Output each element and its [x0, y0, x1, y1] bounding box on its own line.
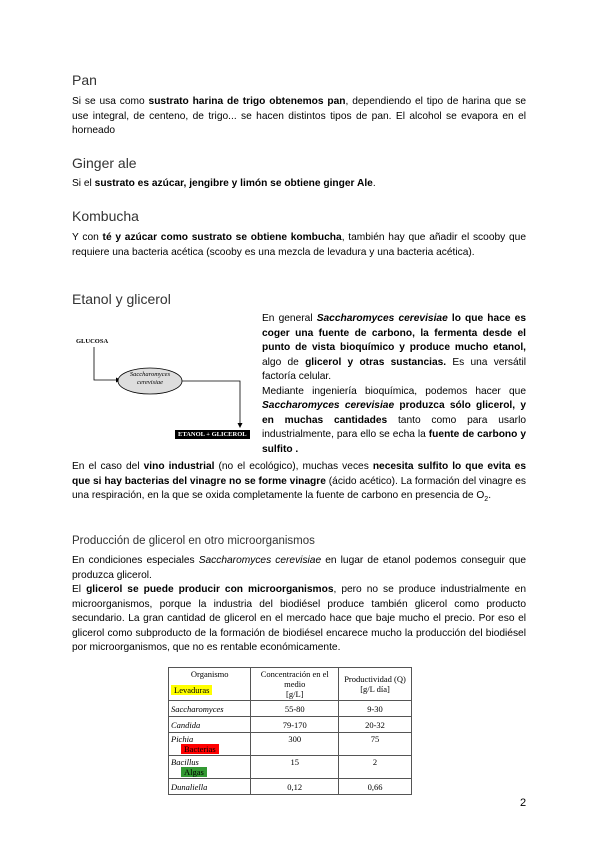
group-bacterias: Bacterias: [181, 744, 219, 754]
group-levaduras: Levaduras: [171, 685, 212, 695]
table-cell: 55-80: [251, 701, 339, 717]
table-cell: 2: [339, 756, 412, 779]
table-row: [169, 779, 412, 795]
table-cell: 9-30: [339, 701, 412, 717]
table-row: [169, 756, 412, 779]
table-cell: 0,66: [339, 779, 412, 795]
page-number: 2: [520, 797, 527, 809]
diagram-arrows: [72, 330, 252, 445]
fermentation-diagram: [72, 330, 252, 445]
glucosa-label: GLUCOSA: [76, 338, 109, 345]
product-label: ETANOL + GLICEROL: [175, 430, 250, 439]
table-cell: 20-32: [339, 717, 412, 733]
table-row: [169, 701, 412, 717]
group-algas: Algas: [181, 767, 207, 777]
table-cell: 300: [251, 733, 339, 756]
section-title-ginger-ale: Ginger ale: [72, 155, 137, 171]
paragraph-pan: Si se usa como sustrato harina de trigo obtenemos pan, dependiendo el tipo de harina que se use integral, de centeno, de trigo... se hacen distintos tipos de pan. El alcohol se evapora en el horneado: [72, 96, 526, 136]
paragraph-condiciones: En condiciones especiales Saccharomyces cerevisiae en lugar de etanol podemos conseguir que produzca glicerol. El glicerol se puede producir con microorganismos, pero no se produce industrialmente en microorganismos, porque la industria del biodiésel produce también glicerol como producto secundario. La gran cantidad de glicerol en el mercado hace que baje mucho el precio. Por eso el glicerol como subproducto de la formación de biodiésel encarece mucho la producción del biodiésel por microorganismos, que no es rentable económicamente.: [72, 555, 527, 653]
paragraph-ginger-ale: Si el sustrato es azúcar, jengibre y limón se obtiene ginger Ale.: [72, 178, 376, 189]
paragraph-saccharomyces: En general Saccharomyces cerevisiae lo que hace es coger una fuente de carbono, la fermenta desde el punto de vista bioquímico y produce mucho etanol, algo de glicerol y otras sustancias. Es una versátil factoría celular. Mediante ingeniería bioquímica, podemos hacer que Saccharomyces cerevisiae produzca sólo glicerol, y en muchas cantidades tanto como para usarlo industrialmente, para ello se echa la fuente de carbono y sulfito .: [262, 313, 526, 455]
table-cell: Saccharomyces: [169, 701, 251, 717]
paragraph-vino-industrial: En el caso del vino industrial (no el ecológico), muchas veces necesita sulfito lo que evita es que si hay bacterias del vinagre no se forme vinagre (ácido acético). La formación del vinagre es una respiración, en la que se oxida completamente la fuente de carbono en presencia de $O_2$.: [72, 461, 527, 504]
header-cell: Concentración en el medio [g/L]: [251, 668, 339, 701]
table-cell: 75: [339, 733, 412, 756]
section-title-pan: Pan: [72, 72, 97, 88]
table-cell: Bacillus Algas: [169, 756, 251, 779]
table-cell: 79-170: [251, 717, 339, 733]
section-title-glicerol-otros: Producción de glicerol en otro microorganismos: [72, 535, 315, 547]
header-cell: Productividad (Q) [g/L día]: [339, 668, 412, 701]
organism-label: Saccharomyces cerevisiae: [129, 371, 171, 386]
table-cell: Dunaliella: [169, 779, 251, 795]
header-cell: Organismo Levaduras: [169, 668, 251, 701]
table-cell: Candida: [169, 717, 251, 733]
glicerol-table: [168, 667, 412, 795]
table-row: [169, 733, 412, 756]
table-cell: 0,12: [251, 779, 339, 795]
paragraph-kombucha: Y con té y azúcar como sustrato se obtiene kombucha, también hay que añadir el scooby que requiere una bacteria acética (scooby es una mezcla de levadura y una bacteria acética).: [72, 232, 526, 258]
table-row: [169, 717, 412, 733]
section-title-etanol-glicerol: Etanol y glicerol: [72, 291, 171, 307]
table-cell: 15: [251, 756, 339, 779]
section-title-kombucha: Kombucha: [72, 208, 139, 224]
table-header-row: [169, 668, 412, 701]
table-cell: Pichia Bacterias: [169, 733, 251, 756]
